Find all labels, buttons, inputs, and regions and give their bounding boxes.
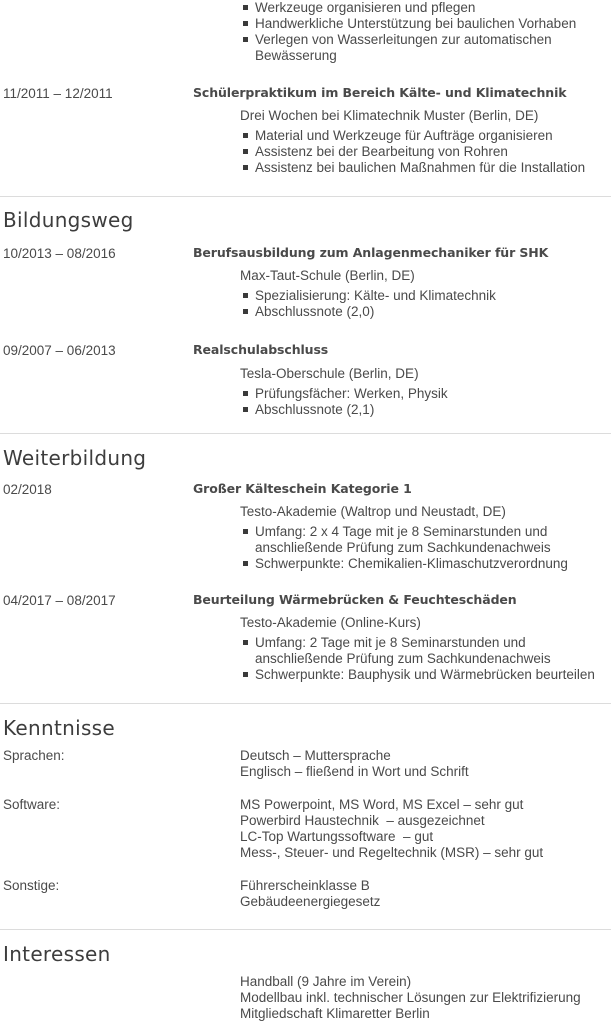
entry-bullets	[240, 635, 595, 683]
skill-line: Mess-, Steuer- und Regeltechnik (MSR) – sehr gut	[240, 845, 544, 860]
interest-line: Mitgliedschaft Klimaretter Berlin	[240, 1006, 430, 1021]
entry-date: 04/2017 – 08/2017	[3, 593, 116, 608]
bullet-item: Prüfungsfächer: Werken, Physik	[240, 386, 611, 402]
section-heading-interessen: Interessen	[3, 942, 111, 966]
bullet-item: Schwerpunkte: Bauphysik und Wärmebrücken beurteilen	[240, 667, 580, 683]
bullet-list	[240, 524, 580, 572]
skill-values	[240, 748, 611, 780]
entry-bullets	[240, 386, 611, 418]
entry-date: 10/2013 – 08/2016	[3, 246, 116, 261]
entry-place: Testo-Akademie (Online-Kurs)	[240, 615, 421, 630]
entry-title: Beurteilung Wärmebrücken & Feuchteschäden	[193, 592, 517, 607]
skill-line: LC-Top Wartungssoftware – gut	[240, 829, 434, 844]
entry-title: Berufsausbildung zum Anlagenmechaniker für SHK	[193, 245, 549, 260]
entry-title: Großer Kälteschein Kategorie 1	[193, 481, 412, 496]
skill-line: Englisch – fließend in Wort und Schrift	[240, 764, 469, 779]
entry-bullets	[240, 288, 611, 320]
section-divider	[0, 196, 611, 197]
bullet-item: Umfang: 2 x 4 Tage mit je 8 Seminarstunden und anschließende Prüfung zum Sachkundenachweis	[240, 524, 580, 556]
bullet-item: Handwerkliche Unterstützung bei baulichen Vorhaben	[240, 16, 611, 32]
skill-values	[240, 797, 611, 861]
top-bullets	[240, 0, 611, 64]
bullet-item: Werkzeuge organisieren und pflegen	[240, 0, 611, 16]
section-divider	[0, 433, 611, 434]
bullet-item: Assistenz bei baulichen Maßnahmen für die Installation	[240, 160, 611, 176]
section-heading-weiterbildung: Weiterbildung	[3, 446, 147, 470]
skill-label: Software:	[3, 797, 61, 812]
bullet-list	[240, 288, 611, 320]
bullet-item: Schwerpunkte: Chemikalien-Klimaschutzverordnung	[240, 556, 580, 572]
bullet-list	[240, 386, 611, 418]
skill-line: MS Powerpoint, MS Word, MS Excel – sehr gut	[240, 797, 524, 812]
entry-title: Schülerpraktikum im Bereich Kälte- und Klimatechnik	[193, 85, 567, 100]
skill-label: Sprachen:	[3, 748, 65, 763]
interests-list	[240, 974, 611, 1022]
entry-title: Realschulabschluss	[193, 342, 329, 357]
skill-line: Powerbird Haustechnik – ausgezeichnet	[240, 813, 485, 828]
entry-place: Testo-Akademie (Waltrop und Neustadt, DE)	[240, 504, 506, 519]
section-divider	[0, 703, 611, 704]
bullet-item: Assistenz bei der Bearbeitung von Rohren	[240, 144, 611, 160]
entry-place: Tesla-Oberschule (Berlin, DE)	[240, 366, 419, 381]
section-heading-bildungsweg: Bildungsweg	[3, 208, 134, 232]
entry-bullets	[240, 128, 611, 176]
skill-line: Gebäudeenergiegesetz	[240, 894, 381, 909]
section-divider	[0, 929, 611, 930]
interest-line: Handball (9 Jahre im Verein)	[240, 974, 412, 989]
bullet-item: Verlegen von Wasserleitungen zur automatischen Bewässerung	[240, 32, 611, 64]
skill-label: Sonstige:	[3, 878, 60, 893]
bullet-list	[240, 0, 611, 64]
skill-values	[240, 878, 611, 910]
entry-date: 09/2007 – 06/2013	[3, 343, 116, 358]
bullet-item: Spezialisierung: Kälte- und Klimatechnik	[240, 288, 611, 304]
entry-bullets	[240, 524, 580, 572]
interest-line: Modellbau inkl. technischer Lösungen zur Elektrifizierung	[240, 990, 581, 1005]
bullet-item: Abschlussnote (2,0)	[240, 304, 611, 320]
entry-date: 02/2018	[3, 482, 52, 497]
bullet-list	[240, 128, 611, 176]
entry-place: Max-Taut-Schule (Berlin, DE)	[240, 268, 415, 283]
bullet-item: Umfang: 2 Tage mit je 8 Seminarstunden und anschließende Prüfung zum Sachkundenachweis	[240, 635, 580, 667]
bullet-list	[240, 635, 595, 683]
bullet-item: Material und Werkzeuge für Aufträge organisieren	[240, 128, 611, 144]
bullet-item: Abschlussnote (2,1)	[240, 402, 611, 418]
skill-line: Deutsch – Muttersprache	[240, 748, 391, 763]
entry-place: Drei Wochen bei Klimatechnik Muster (Berlin, DE)	[240, 108, 539, 123]
section-heading-kenntnisse: Kenntnisse	[3, 716, 115, 740]
entry-date: 11/2011 – 12/2011	[3, 86, 113, 101]
skill-line: Führerscheinklasse B	[240, 878, 370, 893]
